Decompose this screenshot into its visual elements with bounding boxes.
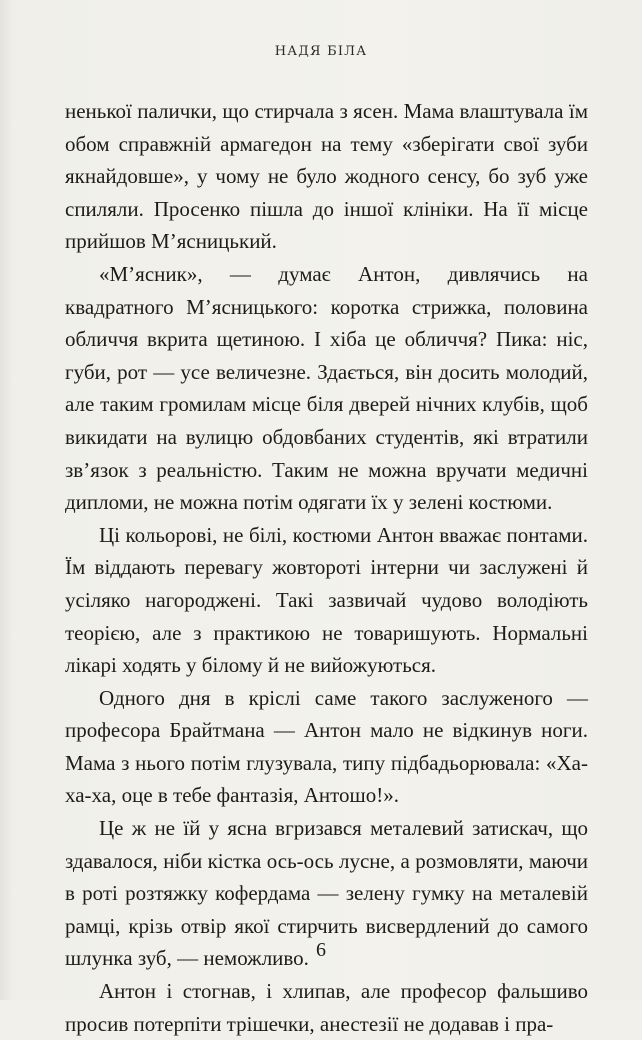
paragraph: Антон і стогнав, і хлипав, але професор фальшиво просив потерпіти трішечки, анестезії не додавав і пра-	[65, 979, 588, 1036]
paragraph-continued: ненької палички, що стирчала з ясен. Мама влаштувала їм обом справжній армагедон на тему «зберігати свої зуби якнайдовше», у чому не було жодного сенсу, бо зуб уже спиляли. Просенко пішла до іншої клініки. На її місце прийшов М’ясницький.	[65, 99, 588, 254]
paragraph: Одного дня в кріслі саме такого заслуженого — професора Брайтмана — Антон мало не відкинув ноги. Мама з нього потім глузувала, типу підбадьорювала: «Ха-ха-ха, оце в тебе фантазія, Антошо!».	[65, 685, 588, 808]
paragraph: Ці кольорові, не білі, костюми Антон вважає понтами. Їм віддають перевагу жовтороті інтерни чи заслужені й усіляко нагороджені. Такі зазвичай чудово володіють теорією, але з практикою не товаришують. Нормальні лікарі ходять у білому й не вийожуються.	[65, 522, 588, 678]
paragraph: «М’ясник», — думає Антон, дивлячись на квадратного М’ясницького: коротка стрижка, половина обличчя вкрита щетиною. І хіба це обличчя? Пика: ніс, губи, рот — усе величезне. Здається, він досить молодий, але таким громилам місце біля дверей нічних клубів, щоб викидати на вулицю обдовбаних студентів, які втратили зв’язок з реальністю. Таким не можна вручати медичні дипломи, не можна потім одягати їх у зелені костюми.	[65, 261, 588, 515]
running-head: НАДЯ БІЛА	[274, 44, 368, 59]
paragraph: Це ж не їй у ясна вгризався металевий затискач, що здавалося, ніби кістка ось-ось лусне, а розмовляти, маючи в роті розтяжку кофердама — зелену гумку на металевій рамці, крізь отвір якої стирчить висвердлений до самого шлунка зуб, — неможливо.	[65, 816, 588, 971]
body-text	[65, 95, 588, 1040]
page-number: 6	[316, 939, 326, 961]
